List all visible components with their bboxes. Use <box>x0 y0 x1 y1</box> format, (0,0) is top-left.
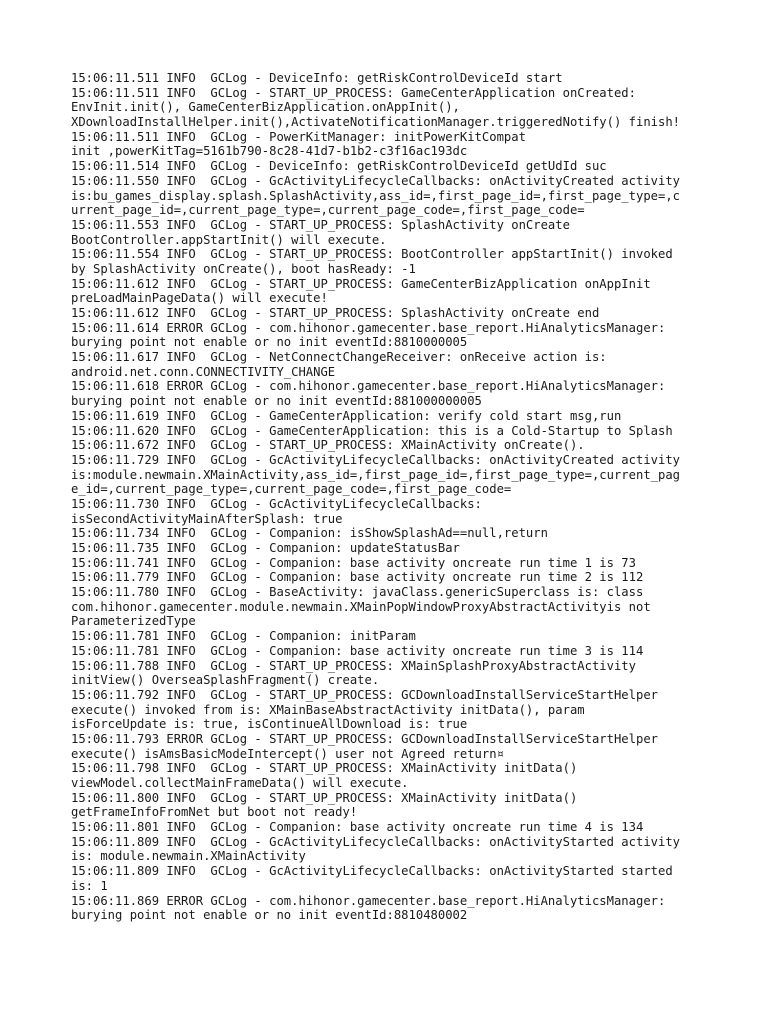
log-line: 15:06:11.798 INFO GCLog - START_UP_PROCESS: XMainActivity initData() <box>71 761 578 776</box>
log-line: 15:06:11.788 INFO GCLog - START_UP_PROCESS: XMainSplashProxyAbstractActivity <box>71 658 636 673</box>
log-line: 15:06:11.618 ERROR GCLog - com.hihonor.gamecenter.base_report.HiAnalyticsManager: <box>71 379 666 394</box>
log-line: 15:06:11.617 INFO GCLog - NetConnectChangeReceiver: onReceive action is: <box>71 350 607 365</box>
log-line: is:bu_games_display.splash.SplashActivity,ass_id=,first_page_id=,first_page_type=,c <box>71 188 681 203</box>
log-line: burying point not enable or no init eventId:8810000005 <box>71 335 468 350</box>
log-line: 15:06:11.781 INFO GCLog - Companion: base activity oncreate run time 3 is 114 <box>71 643 644 658</box>
log-line: 15:06:11.793 ERROR GCLog - START_UP_PROCESS: GCDownloadInstallServiceStartHelper <box>71 731 658 746</box>
log-line: by SplashActivity onCreate(), boot hasReady: -1 <box>71 261 416 276</box>
log-line: 15:06:11.800 INFO GCLog - START_UP_PROCESS: XMainActivity initData() <box>71 790 578 805</box>
log-line: 15:06:11.554 INFO GCLog - START_UP_PROCESS: BootController appStartInit() invoked <box>71 247 673 262</box>
log-line: EnvInit.init(), GameCenterBizApplication.onAppInit(), <box>71 100 460 115</box>
log-text-block <box>71 71 711 923</box>
log-line: 15:06:11.729 INFO GCLog - GcActivityLifecycleCallbacks: onActivityCreated activity <box>71 452 681 467</box>
log-line: 15:06:11.511 INFO GCLog - DeviceInfo: getRiskControlDeviceId start <box>71 71 563 85</box>
log-line: 15:06:11.511 INFO GCLog - PowerKitManager: initPowerKitCompat <box>71 129 526 144</box>
log-line: isForceUpdate is: true, isContinueAllDownload is: true <box>71 717 468 732</box>
log-line: 15:06:11.734 INFO GCLog - Companion: isShowSplashAd==null,return <box>71 526 548 541</box>
log-line: initView() OverseaSplashFragment() create. <box>71 673 380 688</box>
log-line: 15:06:11.735 INFO GCLog - Companion: updateStatusBar <box>71 541 460 555</box>
log-line: ParameterizedType <box>71 614 196 629</box>
log-line: init ,powerKitTag=5161b790-8c28-41d7-b1b2-c3f16ac193dc <box>71 144 468 159</box>
log-line: 15:06:11.809 INFO GCLog - GcActivityLifecycleCallbacks: onActivityStarted activity <box>71 834 681 849</box>
log-line: 15:06:11.511 INFO GCLog - START_UP_PROCESS: GameCenterApplication onCreated: <box>71 85 636 100</box>
log-line: 15:06:11.612 INFO GCLog - START_UP_PROCESS: SplashActivity onCreate end <box>71 306 600 320</box>
log-line: 15:06:11.672 INFO GCLog - START_UP_PROCESS: XMainActivity onCreate(). <box>71 438 585 453</box>
log-line: is:module.newmain.XMainActivity,ass_id=,first_page_id=,first_page_type=,current_pag <box>71 467 681 482</box>
log-line: 15:06:11.792 INFO GCLog - START_UP_PROCESS: GCDownloadInstallServiceStartHelper <box>71 687 658 702</box>
log-line: 15:06:11.869 ERROR GCLog - com.hihonor.gamecenter.base_report.HiAnalyticsManager: <box>71 893 666 908</box>
log-line: e_id=,current_page_type=,current_page_code=,first_page_code= <box>71 482 512 497</box>
log-line: android.net.conn.CONNECTIVITY_CHANGE <box>71 364 336 379</box>
log-line: 15:06:11.780 INFO GCLog - BaseActivity: javaClass.genericSuperclass is: class <box>71 585 644 600</box>
log-line: urrent_page_id=,current_page_type=,current_page_code=,first_page_code= <box>71 203 585 218</box>
log-line: preLoadMainPageData() will execute! <box>71 291 328 306</box>
log-line: 15:06:11.620 INFO GCLog - GameCenterApplication: this is a Cold-Startup to Splash <box>71 423 673 438</box>
log-line: 15:06:11.781 INFO GCLog - Companion: initParam <box>71 629 416 644</box>
log-line: getFrameInfoFromNet but boot not ready! <box>71 805 358 820</box>
log-line: 15:06:11.809 INFO GCLog - GcActivityLifecycleCallbacks: onActivityStarted started <box>71 864 673 879</box>
log-line: burying point not enable or no init eventId:881000000005 <box>71 394 482 409</box>
log-line: 15:06:11.741 INFO GCLog - Companion: base activity oncreate run time 1 is 73 <box>71 555 636 570</box>
log-line: is: module.newmain.XMainActivity <box>71 849 306 864</box>
log-line: 15:06:11.730 INFO GCLog - GcActivityLifecycleCallbacks: <box>71 496 482 511</box>
log-line: execute() invoked from is: XMainBaseAbstractActivity initData(), param <box>71 702 585 717</box>
log-line: is: 1 <box>71 878 108 893</box>
log-line: 15:06:11.553 INFO GCLog - START_UP_PROCESS: SplashActivity onCreate <box>71 217 570 232</box>
log-line: com.hihonor.gamecenter.module.newmain.XMainPopWindowProxyAbstractActivityis not <box>71 599 651 614</box>
log-line: 15:06:11.801 INFO GCLog - Companion: base activity oncreate run time 4 is 134 <box>71 820 644 835</box>
log-line: viewModel.collectMainFrameData() will execute. <box>71 776 409 790</box>
log-line: 15:06:11.614 ERROR GCLog - com.hihonor.gamecenter.base_report.HiAnalyticsManager: <box>71 320 666 335</box>
log-line: 15:06:11.779 INFO GCLog - Companion: base activity oncreate run time 2 is 112 <box>71 570 644 585</box>
log-line: 15:06:11.612 INFO GCLog - START_UP_PROCESS: GameCenterBizApplication onAppInit <box>71 276 651 291</box>
log-line: 15:06:11.550 INFO GCLog - GcActivityLifecycleCallbacks: onActivityCreated activity <box>71 173 681 188</box>
log-line: execute() isAmsBasicModeIntercept() user not Agreed return¤ <box>71 746 504 761</box>
log-line: 15:06:11.619 INFO GCLog - GameCenterApplication: verify cold start msg,run <box>71 408 622 423</box>
log-line: burying point not enable or no init eventId:8810480002 <box>71 908 468 923</box>
log-line: XDownloadInstallHelper.init(),ActivateNotificationManager.triggeredNotify() finish! <box>71 115 681 130</box>
log-line: BootController.appStartInit() will execute. <box>71 232 387 247</box>
log-line: isSecondActivityMainAfterSplash: true <box>71 511 343 526</box>
log-line: 15:06:11.514 INFO GCLog - DeviceInfo: getRiskControlDeviceId getUdId suc <box>71 159 607 174</box>
